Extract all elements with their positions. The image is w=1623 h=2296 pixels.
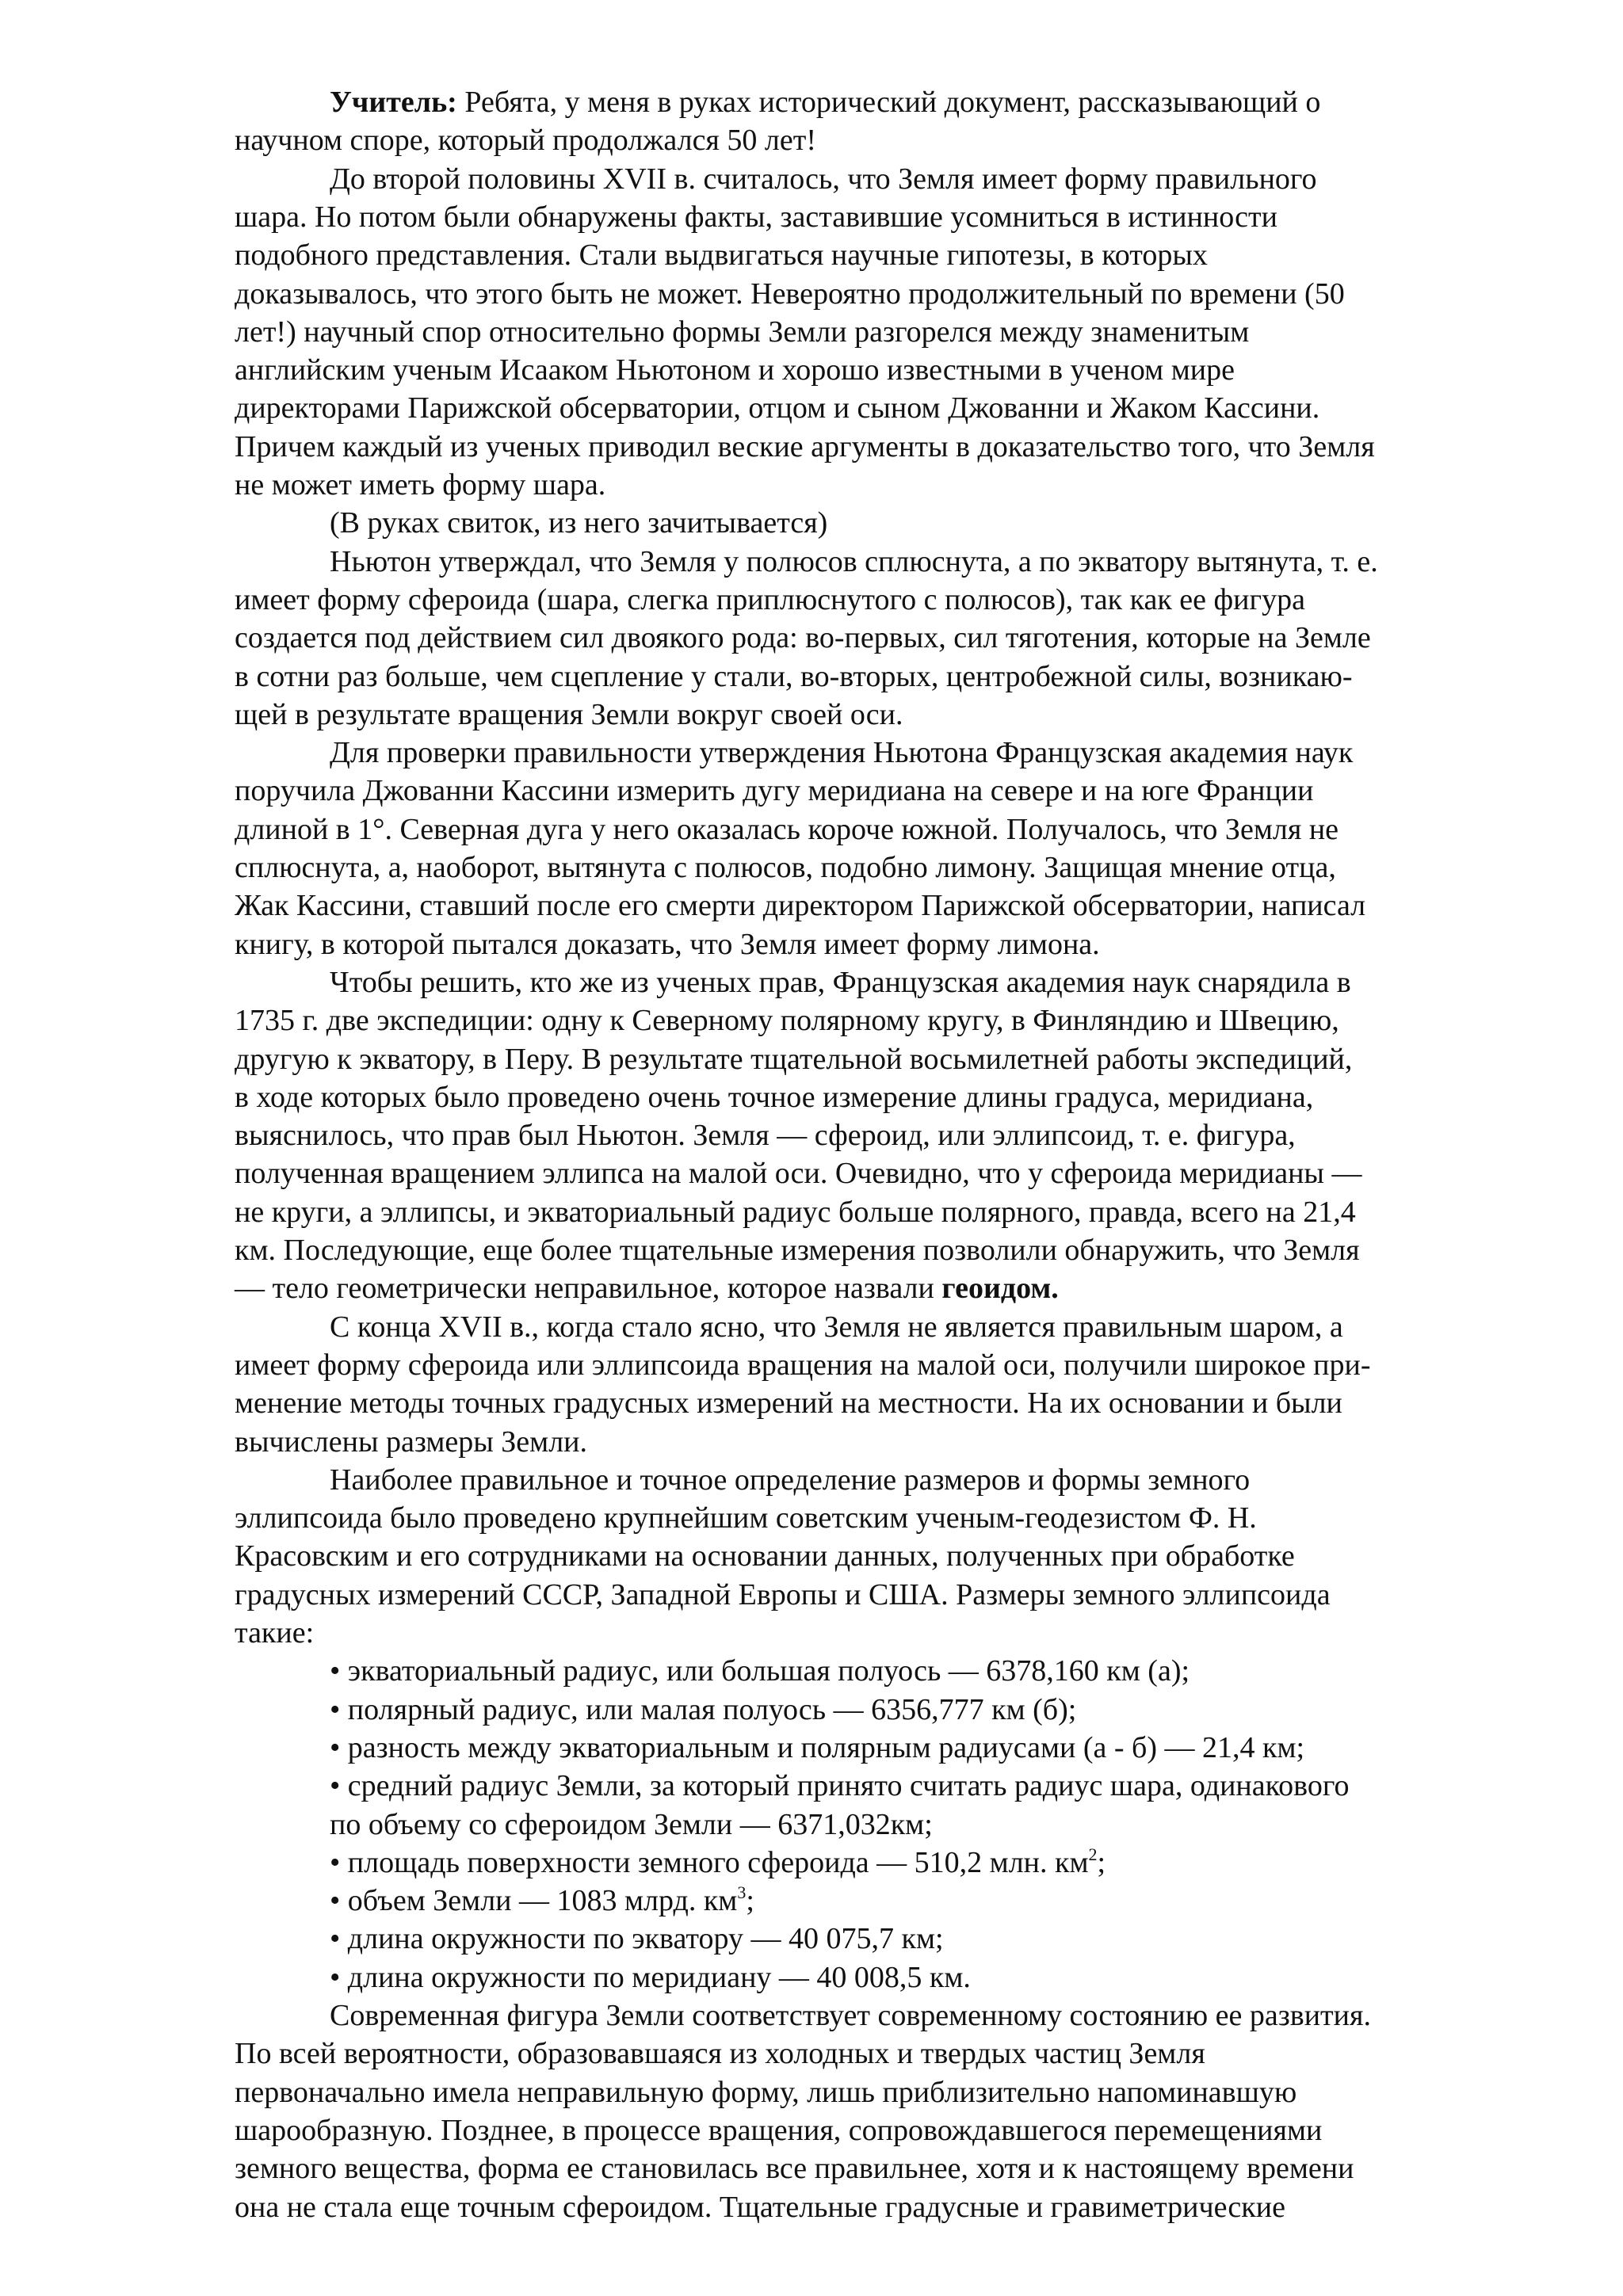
text-run: щей в результате вращения Земли вокруг своей оси. (235, 698, 903, 731)
text-run: км. Последующие, еще более тщательные измерения позволили обнаружить, что Земля (235, 1234, 1360, 1267)
text-line (235, 351, 1235, 389)
text-line (330, 1729, 1304, 1767)
text-line (235, 2149, 1354, 2187)
text-line (235, 2111, 1322, 2149)
text-run: научном споре, который продолжался 50 лет! (235, 124, 817, 157)
text-line (235, 925, 1100, 963)
text-line (330, 504, 827, 542)
text-run: • разность между экваториальным и полярным радиусами (а - б) — 21,4 км; (330, 1731, 1305, 1764)
text-run: другую к экватору, в Перу. В результате тщательной восьмилетней работы экспедиций, (235, 1043, 1353, 1076)
bold-term: Учитель: (330, 86, 457, 119)
text-run: вычислены размеры Земли. (235, 1425, 588, 1459)
text-run: по объему со сфероидом Земли — 6371,032км; (330, 1808, 933, 1841)
text-run: ; (1097, 1846, 1106, 1879)
text-line (330, 543, 1378, 581)
text-run: длиной в 1°. Северная дуга у него оказалась короче южной. Получалось, что Земля не (235, 813, 1339, 846)
text-run: градусных измерений СССР, Западной Европы и США. Размеры земного эллипсоида (235, 1578, 1331, 1611)
text-run: в ходе которых было проведено очень точное измерение длины градуса, меридиана, (235, 1081, 1314, 1114)
text-run: первоначально имела неправильную форму, лишь приблизительно напоминавшую (235, 2076, 1297, 2109)
text-line (235, 313, 1249, 351)
text-run: полученная вращением эллипса на малой оси. Очевидно, что у сфероида меридианы — (235, 1157, 1362, 1190)
text-run: не может иметь форму шара. (235, 468, 606, 502)
text-run: • полярный радиус, или малая полуось — 6356,777 км (б); (330, 1693, 1077, 1726)
text-run: • экваториальный радиус, или большая полуось — 6378,160 км (а); (330, 1654, 1190, 1688)
text-run: Для проверки правильности утверждения Ньютона Французская академия наук (330, 736, 1354, 769)
text-run: поручила Джованни Кассини измерить дугу меридиана на севере и на юге Франции (235, 774, 1314, 807)
text-line (235, 121, 816, 159)
text-run: менение методы точных градусных измерений на местности. На их основании и были (235, 1386, 1342, 1420)
text-line (330, 1767, 1349, 1805)
text-line (330, 1652, 1190, 1690)
text-line (235, 658, 1353, 696)
text-line (235, 1001, 1339, 1039)
text-line (235, 810, 1338, 849)
text-line (330, 1691, 1076, 1729)
text-run: имеет форму сфероида или эллипсоида вращения на малой оси, получили широкое при- (235, 1348, 1371, 1382)
text-run: 1735 г. две экспедиции: одну к Северному полярному кругу, в Финляндию и Швецию, (235, 1004, 1339, 1037)
text-line (235, 1116, 1296, 1154)
text-line (235, 428, 1375, 466)
text-run: • площадь поверхности земного сфероида — 510,2 млн. км (330, 1846, 1089, 1879)
text-line (235, 772, 1313, 810)
text-line (235, 581, 1305, 619)
text-line (235, 1423, 587, 1461)
text-line (235, 2188, 1285, 2226)
text-line (235, 849, 1336, 887)
text-line (235, 275, 1345, 313)
text-run: Жак Кассини, ставший после его смерти директором Парижской обсерватории, написал (235, 889, 1366, 922)
text-line (235, 1040, 1352, 1078)
text-run: английским ученым Исааком Ньютоном и хорошо известными в ученом мире (235, 353, 1235, 387)
text-run: имеет форму сфероида (шара, слегка приплюснутого с полюсов), так как ее фигура (235, 583, 1305, 616)
text-run: С конца XVII в., когда стало ясно, что Земля не является правильным шаром, а (330, 1310, 1343, 1344)
superscript: 3 (737, 1882, 747, 1902)
text-run: (В руках свиток, из него зачитывается) (330, 506, 828, 540)
text-line (235, 1614, 314, 1652)
text-run: шара. Но потом были обнаружены факты, заставившие усомниться в истинности (235, 200, 1277, 234)
text-line (330, 1882, 754, 1920)
text-run: эллипсоида было проведено крупнейшим советским ученым-геодезистом Ф. Н. (235, 1501, 1257, 1535)
text-line (235, 1078, 1313, 1116)
text-run: • длина окружности по экватору — 40 075,7 км; (330, 1922, 944, 1955)
bold-term: геоидом. (941, 1272, 1059, 1305)
text-run: Наиболее правильное и точное определение размеров и формы земного (330, 1463, 1251, 1497)
text-line (330, 1806, 933, 1844)
text-run: создается под действием сил двоякого рода: во-первых, сил тяготения, которые на Земле (235, 621, 1371, 654)
text-line (330, 1997, 1371, 2035)
text-run: • средний радиус Земли, за который принято считать радиус шара, одинакового (330, 1769, 1350, 1802)
text-line (235, 1193, 1356, 1231)
text-line (235, 2035, 1205, 2073)
text-run: подобного представления. Стали выдвигаться научные гипотезы, в которых (235, 238, 1208, 272)
text-line (235, 466, 605, 504)
text-line (330, 1958, 971, 1997)
text-run: выяснилось, что прав был Ньютон. Земля — сфероид, или эллипсоид, т. е. фигура, (235, 1119, 1296, 1152)
text-line (330, 734, 1353, 772)
text-line (330, 1461, 1250, 1499)
text-line (235, 1537, 1295, 1575)
text-line (330, 160, 1317, 198)
text-run: ; (746, 1884, 754, 1917)
text-line (235, 1231, 1360, 1269)
text-run: Чтобы решить, кто же из ученых прав, Французская академия наук снарядила в (330, 966, 1351, 999)
text-run: не круги, а эллипсы, и экваториальный радиус больше полярного, правда, всего на 21,4 (235, 1196, 1356, 1229)
text-line (330, 1308, 1343, 1346)
text-line (330, 963, 1351, 1001)
text-line (235, 1346, 1370, 1384)
text-line (235, 619, 1371, 657)
text-run: По всей вероятности, образовавшаяся из холодных и твердых частиц Земля (235, 2037, 1205, 2070)
text-run: Причем каждый из ученых приводил веские аргументы в доказательство того, что Земля (235, 430, 1375, 463)
text-run: доказывалось, что этого быть не может. Невероятно продолжительный по времени (50 (235, 277, 1345, 311)
text-line (235, 1384, 1342, 1422)
text-line (235, 2073, 1296, 2111)
text-run: лет!) научный спор относительно формы Земли разгорелся между знаменитым (235, 315, 1250, 349)
text-line (235, 696, 903, 734)
text-run: книгу, в которой пытался доказать, что Земля имеет форму лимона. (235, 928, 1100, 961)
text-line (235, 198, 1277, 236)
text-run: сплюснута, а, наоборот, вытянута с полюсов, подобно лимону. Защищая мнение отца, (235, 851, 1336, 884)
text-run: Ребята, у меня в руках исторический документ, рассказывающий о (456, 86, 1321, 119)
text-line (330, 1844, 1106, 1882)
text-line (235, 1576, 1331, 1614)
text-line (330, 1920, 944, 1958)
text-run: в сотни раз больше, чем сцепление у стали, во-вторых, центробежной силы, возникаю- (235, 660, 1353, 693)
text-run: она не стала еще точным сфероидом. Тщательные градусные и гравиметрические (235, 2191, 1285, 2224)
text-run: Ньютон утверждал, что Земля у полюсов сплюснута, а по экватору вытянута, т. е. (330, 545, 1378, 578)
text-line (235, 1154, 1361, 1192)
text-run: До второй половины XVII в. считалось, что Земля имеет форму правильного (330, 162, 1317, 196)
text-run: • длина окружности по меридиану — 40 008,5 км. (330, 1961, 971, 1994)
text-line (235, 1499, 1257, 1537)
text-run: • объем Земли — 1083 млрд. км (330, 1884, 738, 1917)
text-line (235, 389, 1319, 427)
text-line (330, 83, 1320, 121)
text-line (235, 1269, 1059, 1307)
text-run: земного вещества, форма ее становилась все правильнее, хотя и к настоящему времени (235, 2152, 1354, 2185)
text-line (235, 236, 1208, 274)
text-line (235, 887, 1365, 925)
text-run: директорами Парижской обсерватории, отцом и сыном Джованни и Жаком Кассини. (235, 391, 1320, 425)
text-run: шарообразную. Позднее, в процессе вращения, сопровождавшегося перемещениями (235, 2114, 1323, 2147)
text-run: Красовским и его сотрудниками на основании данных, полученных при обработке (235, 1539, 1295, 1573)
text-run: Современная фигура Земли соответствует современному состоянию ее развития. (330, 1999, 1371, 2032)
text-run: — тело геометрически неправильное, которое назвали (235, 1272, 942, 1305)
superscript: 2 (1088, 1844, 1098, 1864)
text-run: такие: (235, 1616, 315, 1650)
